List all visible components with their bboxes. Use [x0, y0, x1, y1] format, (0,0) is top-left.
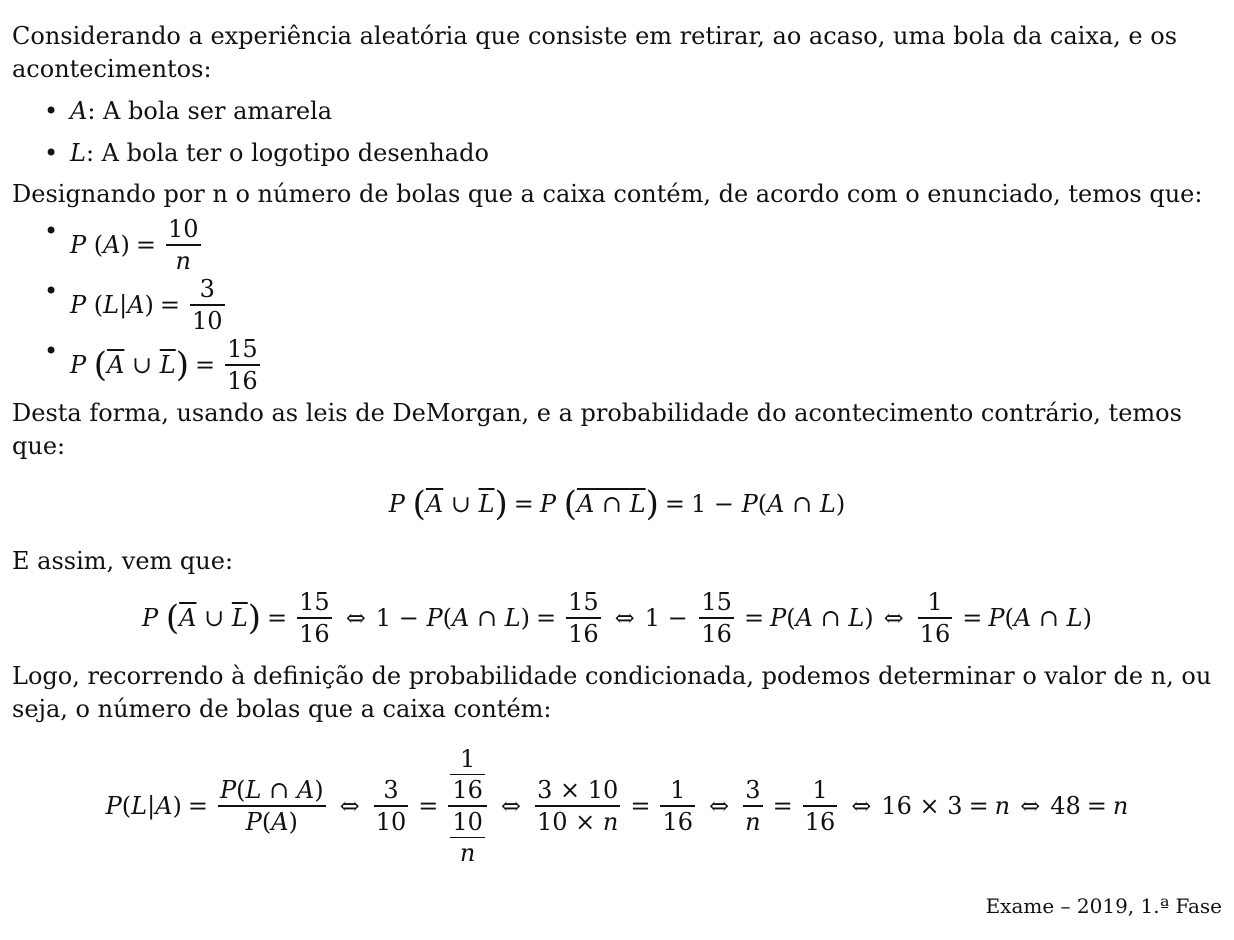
given-list: [12, 215, 1222, 395]
event-text: : A bola ter o logotipo desenhado: [85, 139, 489, 167]
given-item-punion: [12, 335, 1222, 395]
intro-paragraph: Considerando a experiência aleatória que consiste em retirar, ao acaso, uma bola da caixa, e os acontecimentos:: [12, 22, 1178, 83]
formula-pa: • P ( A ) = $\frac{10}{n}$: [70, 215, 199, 275]
event-text: : A bola ser amarela: [87, 97, 333, 125]
demorgan-paragraph: Desta forma, usando as leis de DeMorgan, e a probabilidade do acontecimento contrário, temos que:: [12, 399, 1182, 460]
solution-document: [12, 20, 1222, 886]
assim-paragraph: E assim, vem que:: [12, 547, 234, 575]
complement-equation: P ( $\overline{A}$ ∪ $\overline{L}$ ) = $\frac{15}{16}$ ⇔ 1 − P ( A ∩ L ) = $\frac{15}{16}$ ⇔ 1 − $\frac{15}{16}$ = P ( A ∩ L ) ⇔ $\frac{1}{16}$ = P ( A ∩ L ): [142, 588, 1092, 648]
formula-pla: • P ( L | A ) = $\frac{3}{10}$: [70, 275, 223, 335]
given-item-pla: [12, 275, 1222, 335]
conditional-equation: P ( L | A ) = $\frac{P(L \cap A)}{P(A)}$ ⇔ $\frac{3}{10}$ = $\frac{\frac{1}{16}}{\frac{10}{n}}$ ⇔ $\frac{3 \times 10}{10 \times n}$ = $\frac{1}{16}$ ⇔ $\frac{3}{n}$ = $\frac{1}{16}$ ⇔ 16 × 3 = n ⇔ 48 = n: [105, 744, 1129, 868]
fraction: $\frac{3}{10}$: [192, 275, 223, 335]
given-intro-paragraph: Designando por n o número de bolas que a caixa contém, de acordo com o enunciado, temos que:: [12, 180, 1203, 208]
event-item-l: [12, 132, 1222, 174]
demorgan-equation: P ( $\overline{A}$ ∪ $\overline{L}$ ) = P ( A ∩ L ) = 1 − P ( A ∩ L ): [388, 484, 846, 524]
fraction: $\frac{10}{n}$: [167, 215, 199, 275]
logo-paragraph: Logo, recorrendo à definição de probabilidade condicionada, podemos determinar o valor de n, ou seja, o número de bolas que a caixa contém:: [12, 662, 1212, 723]
given-item-pa: [12, 215, 1222, 275]
source-citation: Exame – 2019, 1.ª Fase: [985, 894, 1222, 918]
events-list: [12, 90, 1222, 174]
event-item-a: [12, 90, 1222, 132]
event-symbol: L: [70, 139, 86, 167]
fraction: $\frac{15}{16}$: [227, 335, 258, 395]
event-symbol: A: [70, 97, 88, 125]
formula-punion: • P ( $\overline{A}$ ∪ $\overline{L}$ ) = $\frac{15}{16}$: [70, 335, 258, 395]
